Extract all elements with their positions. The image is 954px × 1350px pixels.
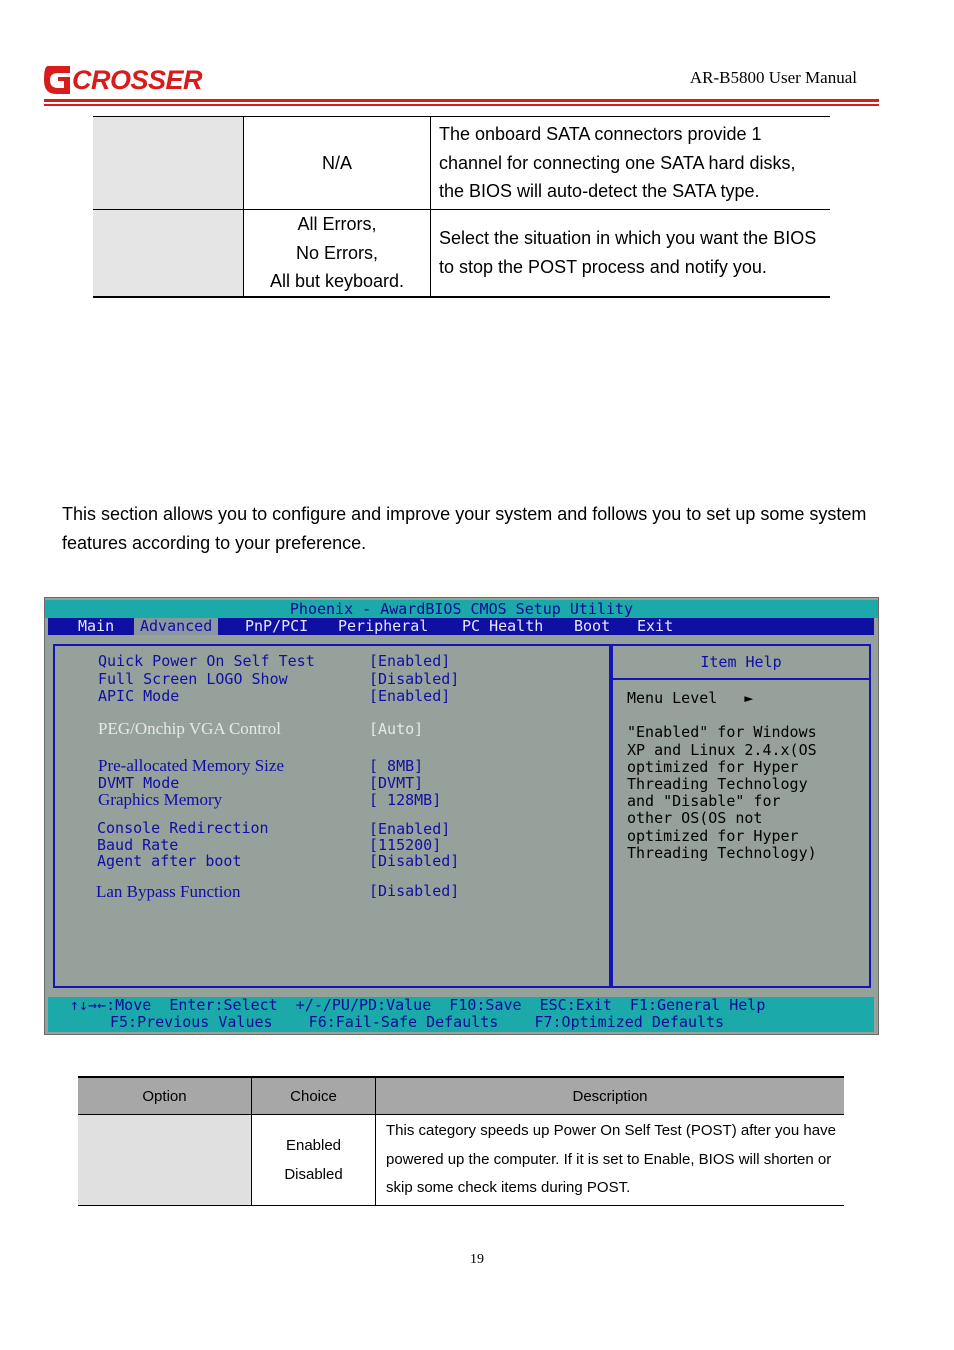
bios-title: Phoenix - AwardBIOS CMOS Setup Utility: [45, 600, 878, 618]
bios-setting-value[interactable]: [Enabled]: [369, 652, 451, 670]
bios-key-legend-line: F5:Previous Values F6:Fail-Safe Defaults F7:Optimized Defaults: [110, 1013, 725, 1031]
bios-setting-label[interactable]: APIC Mode: [98, 687, 180, 705]
header-rule: [44, 99, 879, 102]
bios-menu-advanced[interactable]: Advanced: [134, 618, 218, 635]
page-number: 19: [470, 1252, 484, 1267]
header-rule-thin: [44, 104, 879, 106]
bios-setting-value[interactable]: [Disabled]: [369, 852, 460, 870]
intro-paragraph: This section allows you to configure and improve your system and follows you to set up some system features according to your preference.: [62, 504, 867, 553]
description-cell: Select the situation in which you want the BIOS to stop the POST process and notify you.: [431, 210, 831, 297]
bios-setting-value[interactable]: [DVMT]: [369, 774, 424, 792]
bios-setting-label[interactable]: Console Redirection: [97, 819, 269, 837]
bios-help-title: Item Help: [613, 646, 869, 680]
bios-menu-boot[interactable]: Boot: [574, 617, 611, 635]
bios-key-legend-line: ↑↓→←:Move Enter:Select +/-/PU/PD:Value F10:Save ESC:Exit F1:General Help: [70, 996, 766, 1014]
bios-menu-pnp-pci[interactable]: PnP/PCI: [245, 617, 309, 635]
table-row: [78, 1115, 844, 1206]
choice-cell: [244, 210, 431, 297]
choice-line: All Errors,: [297, 214, 377, 234]
bios-setting-label[interactable]: Graphics Memory: [98, 790, 223, 809]
bios-setting-value[interactable]: [115200]: [369, 836, 442, 854]
bios-help-panel: [611, 644, 871, 988]
description-cell: The onboard SATA connectors provide 1 channel for connecting one SATA hard disks, the BIOS will auto-detect the SATA type.: [431, 117, 831, 210]
choice-line: No Errors,: [295, 242, 378, 263]
bios-setting-value: [Auto]: [369, 720, 424, 738]
table-header-row: [78, 1077, 844, 1115]
manual-title: AR-B5800 User Manual: [689, 68, 857, 87]
bios-help-text: Menu Level ► "Enabled" for Windows XP and Linux 2.4.x(OS optimized for Hyper Threading Technology and "Disable" for other OS(OS not optimized for Hyper Threading Technology): [627, 689, 817, 862]
bios-setting-label[interactable]: Quick Power On Self Test: [98, 652, 315, 670]
bios-setting-label: PEG/Onchip VGA Control: [98, 719, 281, 738]
header-option: Option: [78, 1077, 252, 1115]
bios-setting-label[interactable]: DVMT Mode: [98, 774, 180, 792]
choice-line: Disabled: [284, 1166, 343, 1184]
bios-setting-value[interactable]: [Enabled]: [369, 687, 451, 705]
bios-menu-pc-health[interactable]: PC Health: [462, 617, 544, 635]
bios-setting-label[interactable]: Lan Bypass Function: [96, 882, 241, 901]
bios-setting-value[interactable]: [ 128MB]: [369, 791, 442, 809]
bios-menu-main[interactable]: Main: [78, 617, 115, 635]
bios-setting-label[interactable]: Agent after boot: [97, 852, 242, 870]
choice-line: All but keyboard.: [269, 271, 405, 291]
option-cell: [78, 1115, 252, 1206]
description-cell: This category speeds up Power On Self Test (POST) after you have powered up the computer. If it is set to Enable, BIOS will shorten or skip some check items during POST.: [376, 1115, 845, 1206]
option-cell: [93, 117, 244, 210]
options-table-top: [93, 116, 830, 298]
options-table-bottom: [78, 1076, 844, 1206]
bios-setting-value[interactable]: [Disabled]: [369, 882, 460, 900]
bios-setting-label[interactable]: Baud Rate: [97, 836, 179, 854]
bios-menu-peripheral[interactable]: Peripheral: [338, 617, 429, 635]
logo-wordmark: CROSSER: [72, 65, 203, 95]
logo-a-icon: [44, 64, 72, 96]
header-description: Description: [376, 1077, 845, 1115]
acrosser-logo: [44, 62, 204, 98]
bios-key-legend: [48, 997, 874, 1032]
choice-cell: N/A: [244, 117, 431, 210]
bios-setting-label[interactable]: Pre-allocated Memory Size: [98, 756, 284, 775]
option-cell: [93, 210, 244, 297]
choice-cell: [252, 1115, 376, 1206]
header-choice: Choice: [252, 1077, 376, 1115]
bios-setting-value[interactable]: [ 8MB]: [369, 757, 424, 775]
bios-menu-exit[interactable]: Exit: [637, 617, 674, 635]
bios-screenshot: [44, 597, 879, 1035]
bios-setting-label[interactable]: Full Screen LOGO Show: [98, 670, 288, 688]
bios-setting-value[interactable]: [Enabled]: [369, 820, 451, 838]
table-row: [93, 117, 830, 210]
bios-setting-value[interactable]: [Disabled]: [369, 670, 460, 688]
bios-menu-bar: [48, 618, 874, 635]
table-row: [93, 210, 830, 297]
choice-line: Enabled: [285, 1137, 342, 1155]
